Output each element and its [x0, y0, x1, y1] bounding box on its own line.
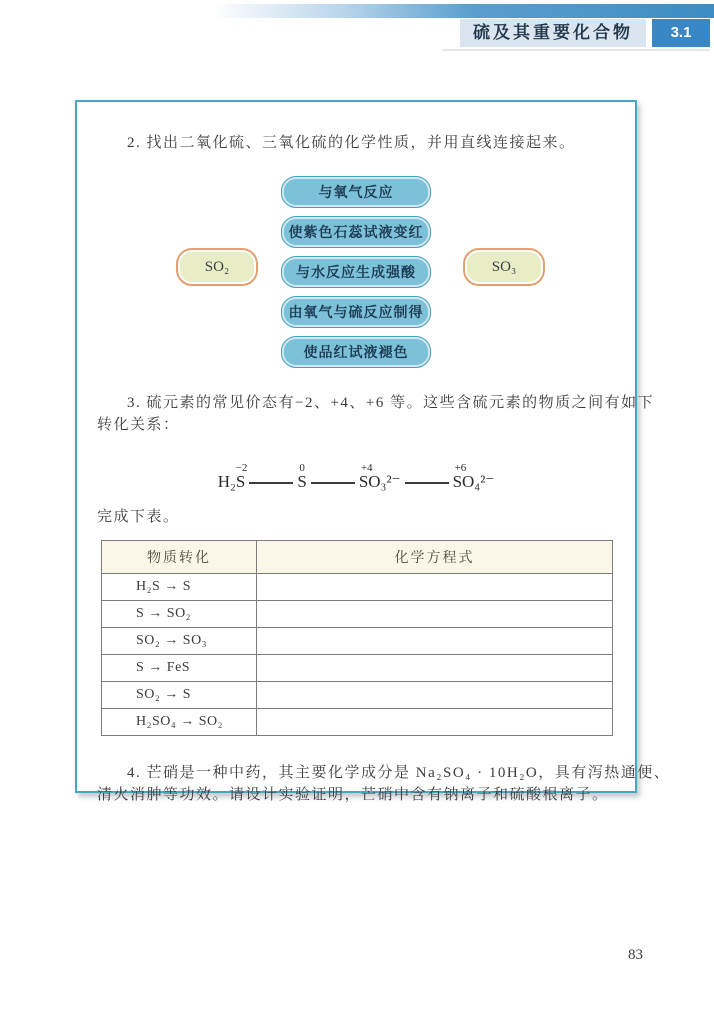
property-item: 与氧气反应 [281, 176, 431, 208]
chapter-title-bar [460, 19, 710, 47]
question-4-line1: 4. 芒硝是一种中药，其主要化学成分是 Na₂SO₄ · 10H₂O，具有泻热通便、 [127, 765, 671, 781]
oxidation-number: −2 [235, 462, 248, 474]
page-number: 83 [628, 947, 643, 963]
conversion-table [101, 540, 613, 736]
conversion-cell: H₂SO₄ → SO₂ [102, 709, 257, 736]
header-gradient-strip [0, 4, 714, 18]
equation-cell [257, 709, 613, 736]
worksheet-box [75, 100, 671, 803]
property-item: 使紫色石蕊试液变红 [281, 216, 431, 248]
equation-cell [257, 682, 613, 709]
conversion-cell: S → SO₂ [102, 601, 257, 628]
chain-species [218, 458, 246, 492]
chain-connector-line [311, 482, 355, 484]
conversion-cell: SO₂ → SO₃ [102, 628, 257, 655]
chain-connector-line [405, 482, 449, 484]
property-item: 与水反应生成强酸 [281, 256, 431, 288]
property-item: 使品红试液褪色 [281, 336, 431, 368]
conversion-cell: H₂S → S [102, 574, 257, 601]
oxidation-number: 0 [299, 462, 305, 474]
table-row [102, 574, 613, 601]
equation-cell [257, 655, 613, 682]
equation-cell [257, 574, 613, 601]
substance-so3: SO₃ [463, 248, 545, 286]
equation-cell [257, 628, 613, 655]
oxidation-state-chain [97, 452, 615, 492]
question-4-line2: 清火消肿等功效。请设计实验证明，芒硝中含有钠离子和硫酸根离子。 [97, 787, 609, 803]
table-header-row [102, 541, 613, 574]
chain-formula: H₂S [217, 472, 246, 491]
oxidation-number: +6 [454, 462, 467, 474]
question-2-text: 2. 找出二氧化硫、三氧化硫的化学性质，并用直线连接起来。 [127, 135, 576, 151]
table-intro-text: 完成下表。 [97, 509, 180, 525]
conversion-cell: SO₂ → S [102, 682, 257, 709]
chain-formula: SO₄²⁻ [452, 472, 495, 491]
table-row [102, 628, 613, 655]
chain-species [297, 458, 306, 492]
question-3-line2: 转化关系： [97, 417, 180, 433]
chain-formula: SO₃²⁻ [358, 472, 401, 491]
substance-so2: SO₂ [176, 248, 258, 286]
conversion-cell: S → FeS [102, 655, 257, 682]
section-number-badge: 3.1 [652, 19, 710, 47]
property-item: 由氧气与硫反应制得 [281, 296, 431, 328]
chain-formula: S [297, 472, 307, 491]
table-row [102, 682, 613, 709]
table-row [102, 709, 613, 736]
table-row [102, 601, 613, 628]
equation-cell [257, 601, 613, 628]
chapter-title: 硫及其重要化合物 [460, 19, 646, 47]
title-bar-shadow [442, 49, 710, 51]
column-header-equation: 化学方程式 [257, 541, 613, 574]
chain-species [453, 458, 495, 492]
chain-species [359, 458, 401, 492]
chain-connector-line [249, 482, 293, 484]
question-3-line1: 3. 硫元素的常见价态有−2、+4、+6 等。这些含硫元素的物质之间有如下 [127, 395, 655, 411]
column-header-conversion: 物质转化 [102, 541, 257, 574]
table-row [102, 655, 613, 682]
oxidation-number: +4 [360, 462, 373, 474]
